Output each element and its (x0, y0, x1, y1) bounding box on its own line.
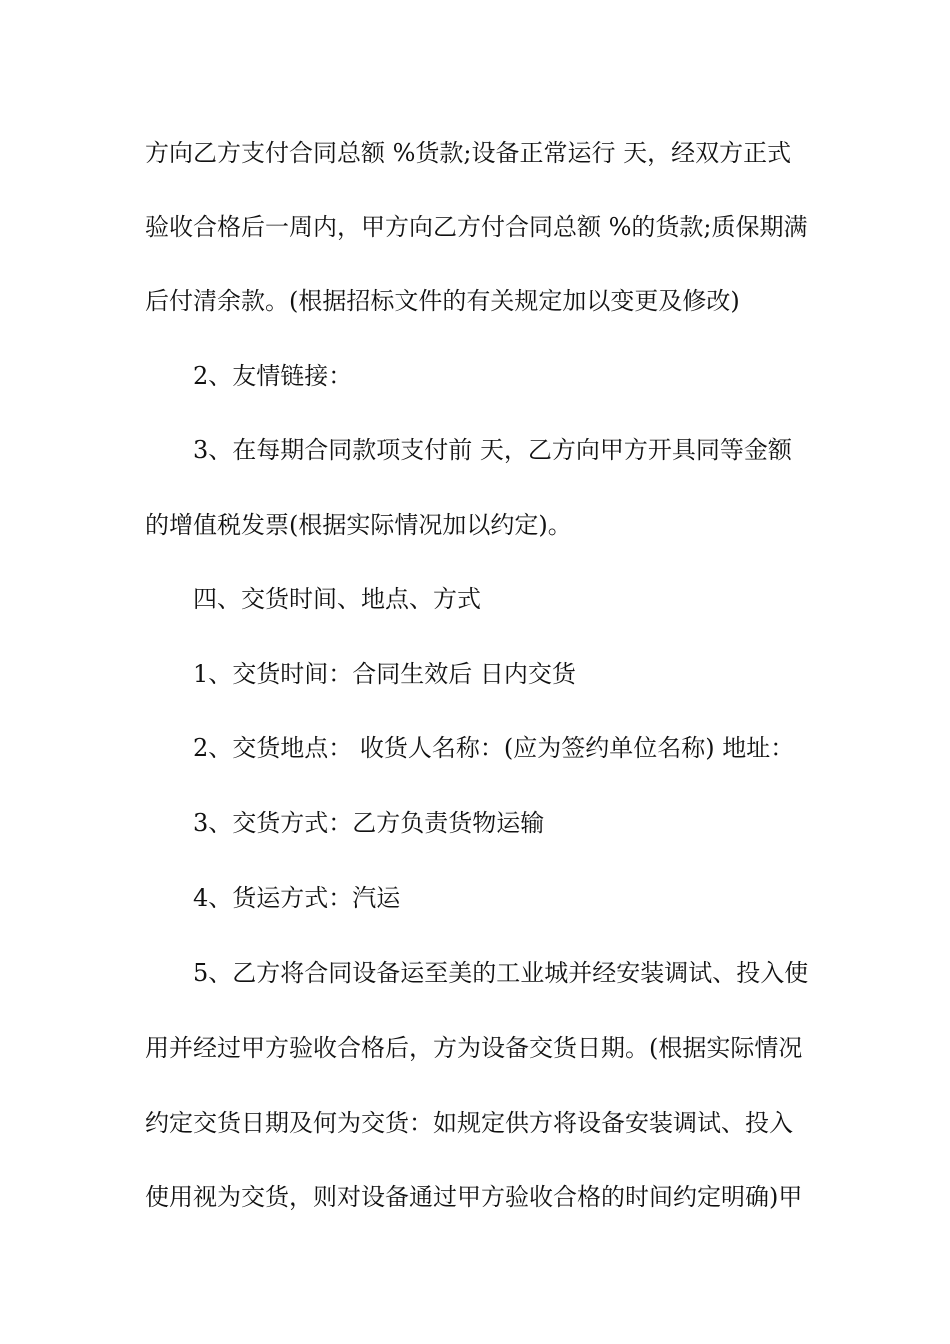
text-line-6: 的增值税发票(根据实际情况加以约定)。 (145, 511, 572, 539)
text-line-12: 5、乙方将合同设备运至美的工业城并经安装调试、投入使 (193, 959, 809, 987)
text-line-13: 用并经过甲方验收合格后，方为设备交货日期。(根据实际情况 (145, 1034, 803, 1062)
text-line-4: 2、友情链接： (193, 362, 353, 390)
text-line-9: 2、交货地点： 收货人名称：(应为签约单位名称) 地址： (193, 734, 795, 762)
text-line-11: 4、货运方式：汽运 (193, 884, 401, 912)
text-line-3: 后付清余款。(根据招标文件的有关规定加以变更及修改) (145, 287, 740, 315)
text-line-10: 3、交货方式：乙方负责货物运输 (193, 809, 545, 837)
text-line-14: 约定交货日期及何为交货：如规定供方将设备安装调试、投入 (145, 1109, 793, 1137)
text-line-1: 方向乙方支付合同总额 %货款;设备正常运行 天，经双方正式 (145, 139, 792, 167)
text-line-8: 1、交货时间：合同生效后 日内交货 (193, 660, 576, 688)
section-heading: 四、交货时间、地点、方式 (193, 585, 481, 613)
text-line-15: 使用视为交货，则对设备通过甲方验收合格的时间约定明确)甲 (145, 1183, 803, 1211)
text-line-2: 验收合格后一周内，甲方向乙方付合同总额 %的货款;质保期满 (145, 213, 808, 241)
text-line-5: 3、在每期合同款项支付前 天，乙方向甲方开具同等金额 (193, 436, 792, 464)
